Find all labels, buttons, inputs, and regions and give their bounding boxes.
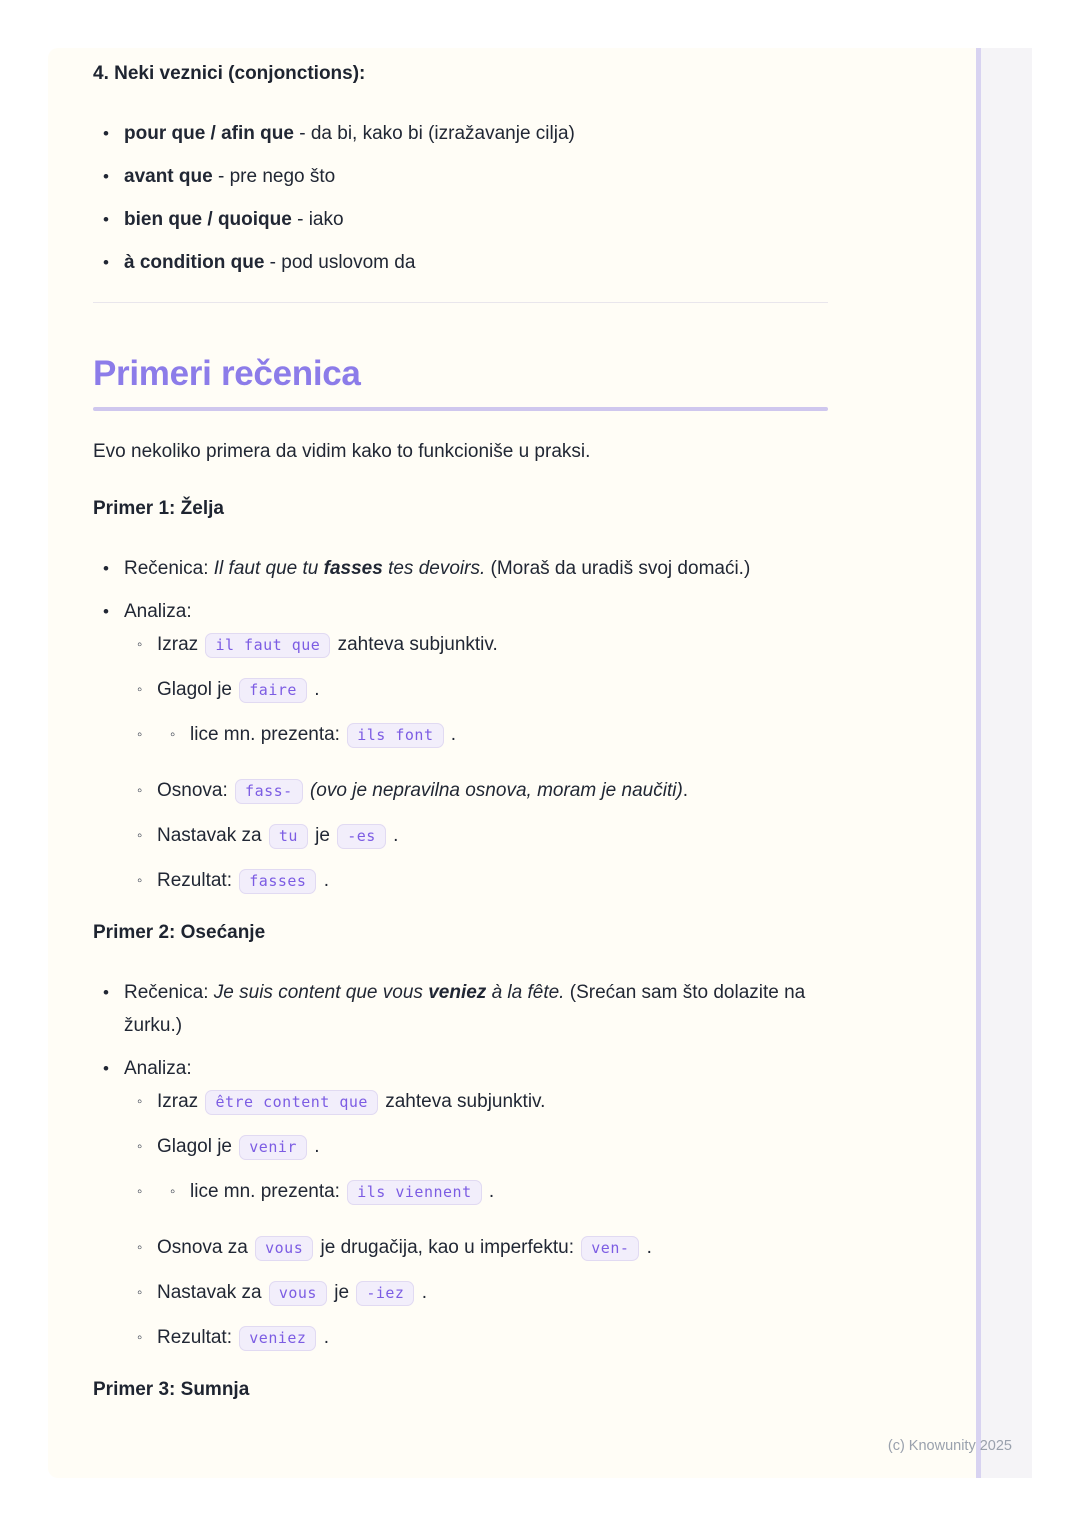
list-item-text: Nastavak za vous je -iez . bbox=[157, 1282, 427, 1303]
code-chip: fass- bbox=[235, 779, 303, 804]
list-item-text: pour que / afin que - da bi, kako bi (izražavanje cilja) bbox=[124, 123, 575, 144]
primer-1-list bbox=[93, 552, 828, 628]
list-item bbox=[137, 675, 828, 705]
list-item bbox=[93, 595, 828, 628]
list-item-text: lice mn. prezenta: ils viennent . bbox=[190, 1181, 494, 1202]
list-item bbox=[137, 720, 828, 750]
bullet-icon: • bbox=[103, 602, 109, 621]
list-item bbox=[137, 630, 828, 660]
circle-icon: ◦ bbox=[137, 1183, 143, 1200]
primer-2-analysis-list bbox=[137, 1087, 828, 1353]
code-chip: vous bbox=[269, 1281, 327, 1306]
list-item-text: Nastavak za tu je -es . bbox=[157, 825, 398, 846]
list-item-text: bien que / quoique - iako bbox=[124, 209, 344, 230]
list-item bbox=[137, 866, 828, 896]
circle-icon: ◦ bbox=[137, 1093, 143, 1110]
list-item bbox=[137, 1132, 828, 1162]
examples-intro: Evo nekoliko primera da vidim kako to funkcioniše u praksi. bbox=[93, 441, 591, 462]
bullet-icon: • bbox=[103, 983, 109, 1002]
page-card bbox=[48, 48, 976, 1478]
primer-2-title: Primer 2: Osećanje bbox=[93, 922, 266, 943]
code-chip: -es bbox=[337, 824, 386, 849]
code-chip: être content que bbox=[205, 1090, 378, 1115]
circle-icon: ◦ bbox=[137, 681, 143, 698]
list-item bbox=[93, 246, 828, 279]
bullet-icon: • bbox=[103, 559, 109, 578]
list-item-text: Rezultat: fasses . bbox=[157, 870, 329, 891]
circle-icon: ◦ bbox=[170, 1183, 176, 1200]
list-item-text: Rečenica: Il faut que tu fasses tes devoirs. (Moraš da uradiš svoj domaći.) bbox=[124, 558, 751, 579]
list-item bbox=[93, 552, 828, 585]
page-content bbox=[48, 48, 976, 1402]
bullet-icon: • bbox=[103, 1059, 109, 1078]
list-item bbox=[137, 1278, 828, 1308]
list-item bbox=[137, 821, 828, 851]
conjunctions-list bbox=[93, 117, 828, 279]
circle-icon: ◦ bbox=[137, 636, 143, 653]
list-item-text: Rečenica: Je suis content que vous veniez à la fête. (Srećan sam što dolazite na žurku.) bbox=[124, 982, 806, 1036]
code-chip: faire bbox=[239, 678, 307, 703]
list-item bbox=[137, 1233, 828, 1263]
circle-icon: ◦ bbox=[137, 782, 143, 799]
list-item-text: Glagol je faire . bbox=[157, 679, 320, 700]
section-divider bbox=[93, 302, 828, 303]
circle-icon: ◦ bbox=[137, 1329, 143, 1346]
list-item-text: Osnova za vous je drugačija, kao u imperfektu: ven- . bbox=[157, 1237, 652, 1258]
list-item-text: à condition que - pod uslovom da bbox=[124, 252, 416, 273]
circle-icon: ◦ bbox=[137, 872, 143, 889]
code-chip: -iez bbox=[356, 1281, 414, 1306]
bullet-icon: • bbox=[103, 167, 109, 186]
conjunctions-title: 4. Neki veznici (conjonctions): bbox=[93, 63, 366, 84]
circle-icon: ◦ bbox=[137, 726, 143, 743]
primer-1-title: Primer 1: Želja bbox=[93, 498, 224, 519]
code-chip: il faut que bbox=[205, 633, 330, 658]
list-item-text: Izraz il faut que zahteva subjunktiv. bbox=[157, 634, 498, 655]
list-item bbox=[137, 776, 828, 806]
code-chip: tu bbox=[269, 824, 308, 849]
primer-3-title: Primer 3: Sumnja bbox=[93, 1379, 250, 1400]
list-item bbox=[93, 1052, 828, 1085]
bullet-icon: • bbox=[103, 253, 109, 272]
bullet-icon: • bbox=[103, 210, 109, 229]
primer-1-analysis-list bbox=[137, 630, 828, 896]
list-item bbox=[93, 203, 828, 236]
code-chip: ven- bbox=[581, 1236, 639, 1261]
code-chip: vous bbox=[255, 1236, 313, 1261]
circle-icon: ◦ bbox=[170, 726, 176, 743]
primer-2-list bbox=[93, 976, 828, 1085]
list-item bbox=[93, 976, 828, 1042]
heading-underline bbox=[93, 407, 828, 411]
list-item-text: avant que - pre nego što bbox=[124, 166, 336, 187]
circle-icon: ◦ bbox=[137, 1138, 143, 1155]
circle-icon: ◦ bbox=[137, 827, 143, 844]
list-item bbox=[137, 1177, 828, 1207]
code-chip: veniez bbox=[239, 1326, 316, 1351]
footer-copyright: (c) Knowunity 2025 bbox=[887, 1438, 1012, 1454]
list-item-text: Rezultat: veniez . bbox=[157, 1327, 329, 1348]
code-chip: ils viennent bbox=[347, 1180, 481, 1205]
list-item-text: Izraz être content que zahteva subjunktiv. bbox=[157, 1091, 545, 1112]
list-item-text: lice mn. prezenta: ils font . bbox=[190, 724, 456, 745]
list-item bbox=[137, 1323, 828, 1353]
list-item-text: Analiza: bbox=[124, 601, 192, 622]
list-item-text: Glagol je venir . bbox=[157, 1136, 320, 1157]
list-item-text: Analiza: bbox=[124, 1058, 192, 1079]
list-item-text: Osnova: fass- (ovo je nepravilna osnova, moram je naučiti). bbox=[157, 780, 688, 801]
circle-icon: ◦ bbox=[137, 1239, 143, 1256]
code-chip: venir bbox=[239, 1135, 307, 1160]
list-item bbox=[137, 1087, 828, 1117]
list-item bbox=[93, 160, 828, 193]
code-chip: ils font bbox=[347, 723, 443, 748]
page-right-margin-panel bbox=[981, 48, 1032, 1478]
bullet-icon: • bbox=[103, 124, 109, 143]
examples-heading: Primeri rečenica bbox=[93, 354, 361, 393]
circle-icon: ◦ bbox=[137, 1284, 143, 1301]
code-chip: fasses bbox=[239, 869, 316, 894]
list-item bbox=[93, 117, 828, 150]
